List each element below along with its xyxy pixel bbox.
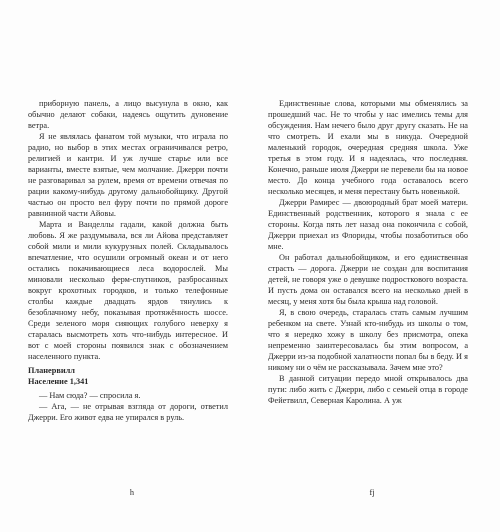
paragraph: В данной ситуации передо мной открывалось два пути: либо жить с Джерри, либо с семьей отца в городе Фейетвилл, Северная Каролина. А уж xyxy=(268,374,468,405)
paragraph: приборную панель, а лицо высунула в окно, как обычно делают собаки, надеясь ощутить дуновение ветра. xyxy=(28,99,228,130)
dialogue-line: — Нам сюда? — спросила я. xyxy=(39,391,141,400)
paragraph: Он работал дальнобойщиком, и его единственная страсть — дорога. Джерри не создан для воспитания детей, не говоря уже о девушке подросткового возраста. И пусть дома он оставался всего на несколько дней в месяц, у меня хотя бы была крыша над головой. xyxy=(268,253,468,306)
paragraph: Марта и Ванделлы гадали, какой должна быть любовь. Я же раздумывала, вся ли Айова представляет собой мили и мили кукурузных полей. Складывалось впечатление, что осушили огромный океан и от него остались покачивающиеся леса водорослей. Мы миновали несколько ферм-спутников, разбросанных вокруг крохотных городков, и только телефонные столбы каждые двадцать ярдов тянулись к безоблачному небу, показывая протяжённость шоссе. Среди зеленого моря сияющих голубого неверху я старалась высмотреть хоть что-нибудь интересное. И вот с моей стороны появился знак с обозначением населенного пункта. xyxy=(28,220,228,361)
page-number-left: h xyxy=(129,488,135,497)
dialogue-line: — Ага, — не отрывая взгляда от дороги, ответил Джерри. Его живот едва не упирался в руль. xyxy=(28,402,228,422)
paragraph: Единственные слова, которыми мы обменялись за прошедший час. Не то чтобы у нас имелись темы для обсуждения. Нам нечего было друг другу сказать. Не на что смотреть. И ехали мы в никуда. Очередной маленький городок, очередная средняя школа. Уже третья в этом году. И я надеялась, что последняя. Конечно, раньше июля Джерри не перевели бы на новое место. До конца учебного года оставалось всего несколько месяцев, и меня перестану быть новенькой. xyxy=(268,99,468,196)
paragraph: Я не являлась фанатом той музыки, что играла по радио, но выбор в этих местах ограничивался ретро, религией и кантри. И уж лучше старье или все варианты, вместе взятые, чем молчание. Джерри почти не разговаривал за рулем, время от времени отвечая по рации какому-нибудь другому дальнобойщику. Другой частью он просто вел фуру почти по прямой дороге равнинной части Айовы. xyxy=(28,132,228,218)
paragraph: Джерри Рамирес — двоюродный брат моей матери. Единственный родственник, которого я знала с ее стороны. Когда пять лет назад она покончила с собой, Джерри приехал из Флориды, чтобы позаботиться обо мне. xyxy=(268,198,468,251)
right-page xyxy=(268,98,468,406)
paragraph: Я, в свою очередь, старалась стать самым лучшим ребенком на свете. Узнай кто-нибудь из школы о том, что я нередко хожу в школу без присмотра, опека непременно заинтересовалась бы этим вопросом, а Джерри из-за подобной халатности попал бы в беду. И я никому ни о чём не рассказывала. Зачем мне это? xyxy=(268,308,468,372)
left-page xyxy=(28,98,228,423)
page-number-right: fj xyxy=(369,488,375,497)
town-sign-population: Население 1,341 xyxy=(28,377,89,386)
town-sign-name: Планервилл xyxy=(28,366,75,375)
